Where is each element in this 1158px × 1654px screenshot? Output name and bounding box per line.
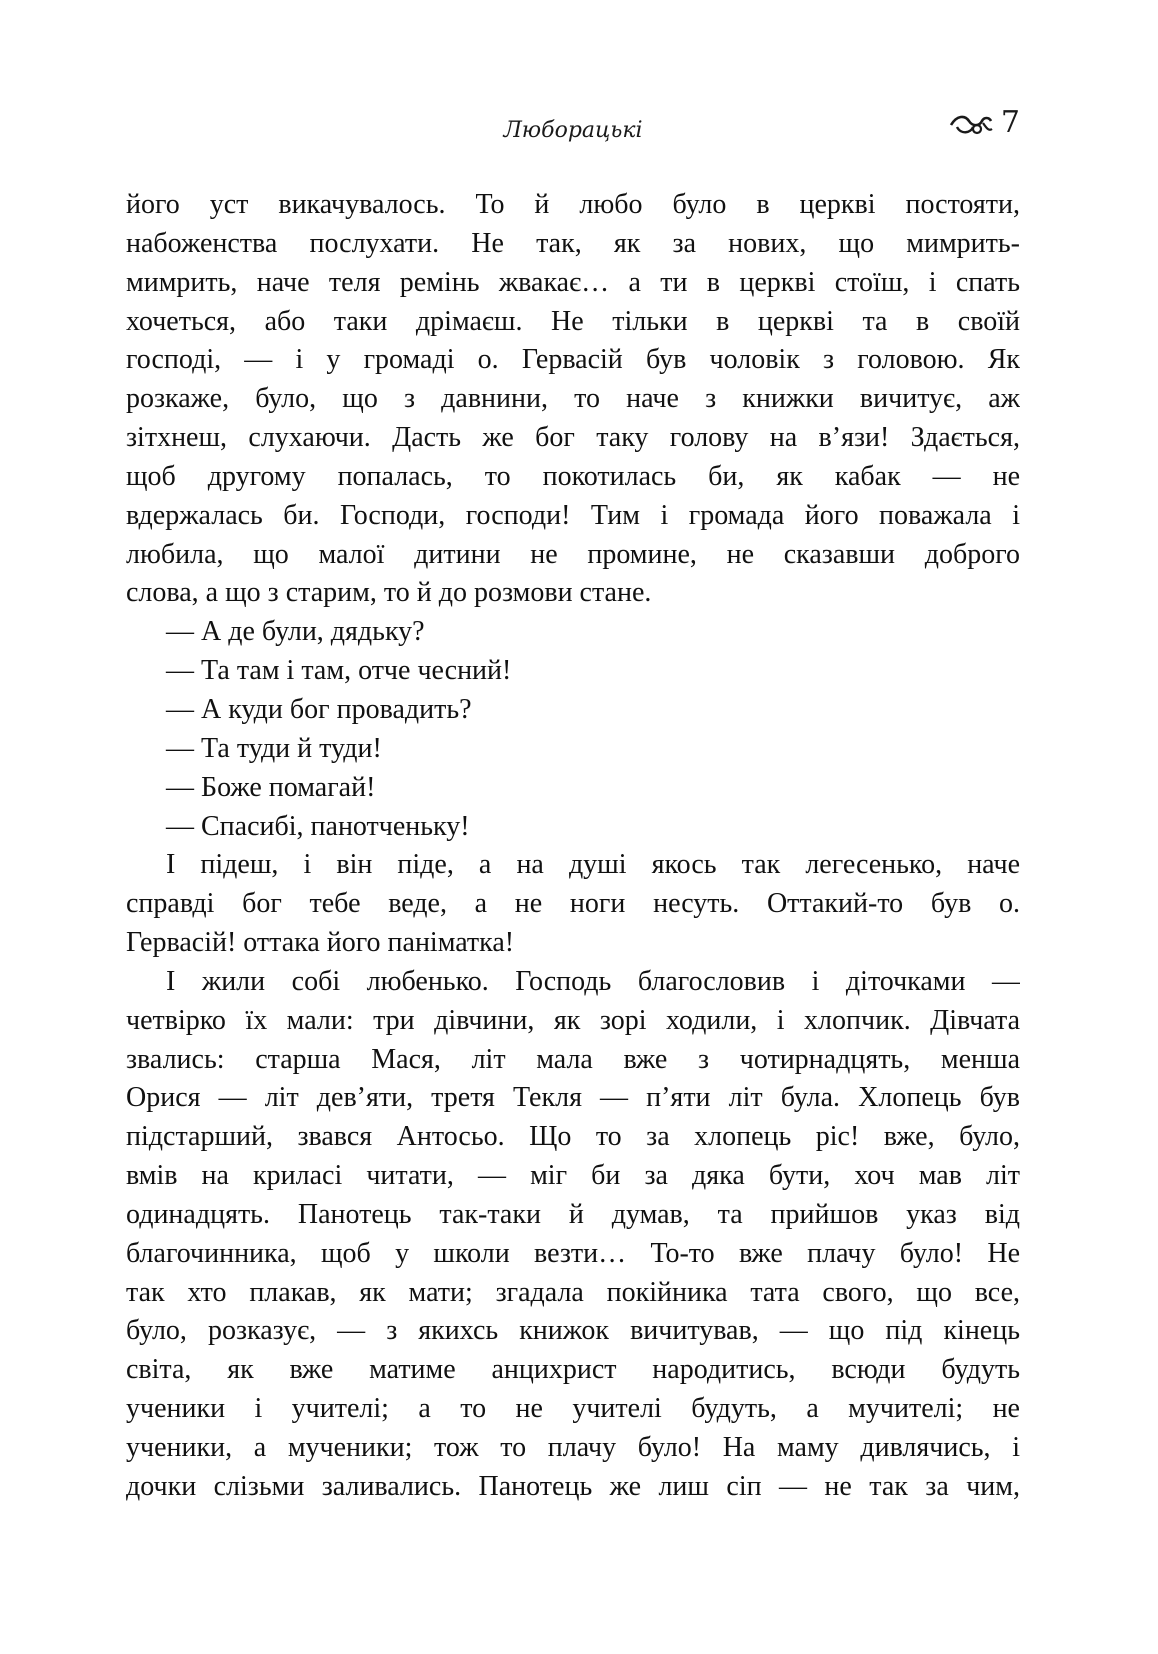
text-line: ученики і учителі; а то не учителі будуть, а мучителі; не	[126, 1393, 1020, 1425]
text-line: господі, — і у громаді о. Гервасій був чоловік з головою. Як	[126, 344, 1020, 376]
text-line: було, розказує, — з якихсь книжок вичитував, — що під кінець	[126, 1315, 1020, 1347]
text-line: розкаже, було, що з давнини, то наче з книжки вичитує, аж	[126, 383, 1020, 415]
text-line: четвірко їх мали: три дівчини, як зорі ходили, і хлопчик. Дівчата	[126, 1004, 1020, 1036]
text-line: І жили собі любенько. Господь благословив і діточками —	[166, 965, 1020, 997]
text-line: підстарший, звався Антосьо. Що то за хлопець ріс! вже, було,	[126, 1121, 1020, 1153]
dialogue-line: — Спасибі, панотченьку!	[166, 810, 470, 842]
dialogue-line: — А де були, дядьку?	[166, 616, 425, 648]
text-line: набоженства послухати. Не так, як за нових, що мимрить-	[126, 227, 1020, 259]
text-line: щоб другому попалась, то покотилась би, як кабак — не	[126, 460, 1020, 492]
body-text	[126, 186, 1020, 1507]
fleuron-ornament-icon	[949, 109, 993, 137]
dialogue-line: — Боже помагай!	[166, 771, 376, 803]
text-line: Орися — літ дев’яти, третя Текля — п’яти літ була. Хлопець був	[126, 1082, 1020, 1114]
text-line: справді бог тебе веде, а не ноги несуть. Оттакий-то був о.	[126, 888, 1020, 920]
text-line: так хто плакав, як мати; згадала покійника тата свого, що все,	[126, 1276, 1020, 1308]
text-line: звались: старша Мася, літ мала вже з чотирнадцять, менша	[126, 1043, 1020, 1075]
text-line: хочеться, або таки дрімаєш. Не тільки в церкві та в своїй	[126, 305, 1020, 337]
text-line: слова, а що з старим, то й до розмови стане.	[126, 577, 652, 609]
page-header	[126, 105, 1020, 152]
text-line: вдержалась би. Господи, господи! Тим і громада його поважала і	[126, 499, 1020, 531]
page-number: 7	[1000, 105, 1020, 140]
text-line: його уст викачувалось. То й любо було в церкві постояти,	[126, 189, 1020, 220]
text-line: благочинника, щоб у школи везти… То-то вже плачу було! Не	[126, 1237, 1020, 1269]
text-line: дочки слізьми заливались. Панотець же лиш сіп — не так за чим,	[126, 1470, 1020, 1502]
text-line: І підеш, і він піде, а на душі якось так легесенько, наче	[166, 849, 1020, 881]
text-line: ученики, а мученики; тож то плачу було! На маму дивлячись, і	[126, 1432, 1020, 1463]
running-title: Люборацькі	[503, 118, 643, 143]
dialogue-line: — Та туди й туди!	[166, 732, 382, 764]
text-line: світа, як вже матиме анцихрист народитись, всюди будуть	[126, 1354, 1020, 1386]
text-line: вмів на криласі читати, — міг би за дяка бути, хоч мав літ	[126, 1160, 1020, 1192]
dialogue-line: — А куди бог провадить?	[166, 693, 472, 725]
text-line: мимрить, наче теля ремінь жвакає… а ти в церкві стоїш, і спать	[126, 266, 1020, 298]
page-number-block	[949, 105, 1020, 140]
text-line: зітхнеш, слухаючи. Дасть же бог таку голову на в’язи! Здається,	[126, 422, 1020, 454]
dialogue-line: — Та там і там, отче чесний!	[166, 655, 512, 687]
text-line: одинадцять. Панотець так-таки й думав, та прийшов указ від	[126, 1198, 1020, 1230]
text-line: Гервасій! оттака його паніматка!	[126, 927, 515, 959]
text-line: любила, що малої дитини не промине, не сказавши доброго	[126, 538, 1020, 570]
